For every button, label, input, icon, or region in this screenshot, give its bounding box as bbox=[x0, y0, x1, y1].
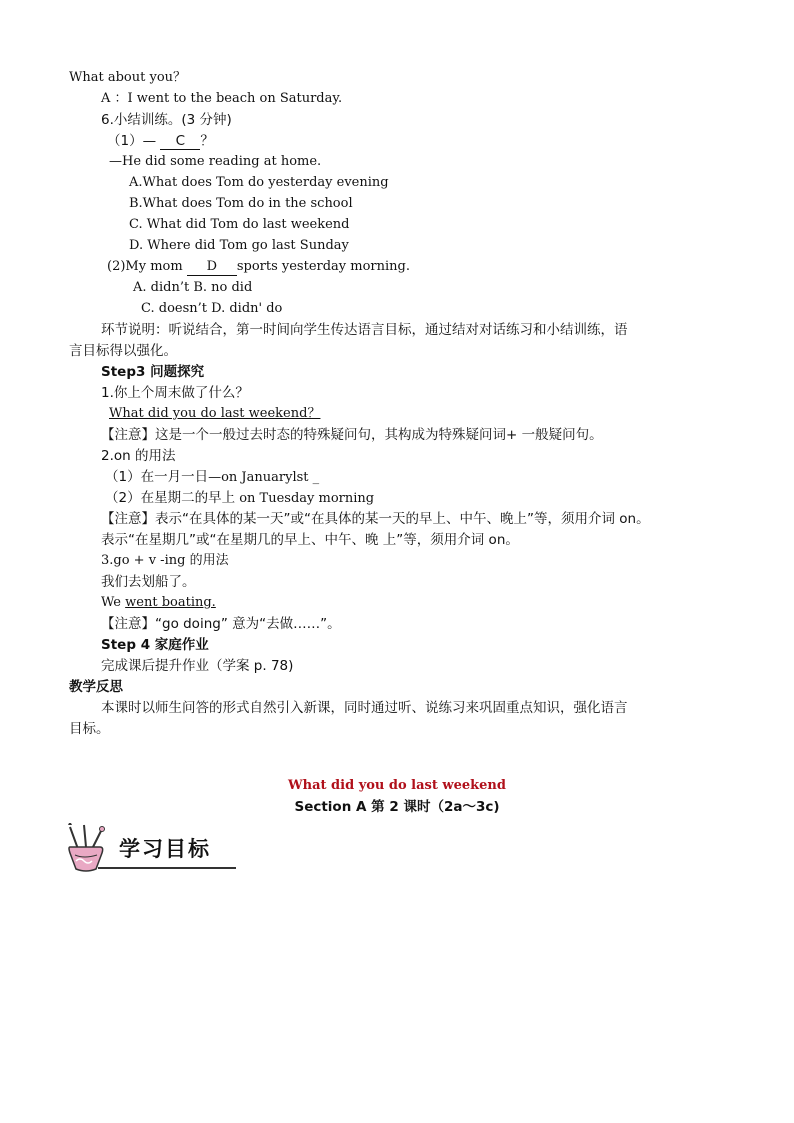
question-1-prefix: （1）— bbox=[107, 133, 161, 149]
item-3-heading: 3.go + v -ing 的用法 bbox=[101, 553, 229, 568]
question-2-answer-blank: D bbox=[187, 259, 237, 276]
step4-heading: Step 4 家庭作业 bbox=[101, 637, 209, 653]
question-2 bbox=[107, 257, 410, 277]
step3-heading: Step3 问题探究 bbox=[101, 364, 205, 380]
learning-objectives-label: 学习目标 bbox=[119, 837, 211, 861]
item-1-note: 【注意】这是一个一般过去时态的特殊疑问句，其构成为特殊疑问词+ 一般疑问句。 bbox=[101, 427, 603, 443]
item-1-english: What did you do last weekend？ bbox=[109, 406, 321, 421]
question-1-response: —He did some reading at home. bbox=[109, 154, 322, 169]
dialogue-question: What about you？ bbox=[69, 70, 187, 85]
section-note-line-1: 环节说明：听说结合，第一时间向学生传达语言目标，通过结对对话练习和小结训练，语 bbox=[101, 322, 628, 338]
item-3-english-underlined: went boating. bbox=[125, 595, 216, 610]
item-2-example-2-chinese: （2）在星期二的早上 bbox=[105, 490, 236, 506]
lesson-subtitle: Section A 第 2 课时（2a～3c) bbox=[294, 799, 500, 815]
reflection-line-2: 目标。 bbox=[69, 721, 110, 737]
item-2-note-line-2: 表示“在星期几”或“在星期几的早上、中午、晚 上”等，须用介词 on。 bbox=[101, 532, 519, 548]
question-1-option-b: B.What does Tom do in the school bbox=[129, 196, 353, 211]
question-2-options-cd: C. doesn’t D. didn' do bbox=[141, 301, 283, 316]
learning-objectives-banner bbox=[64, 823, 238, 873]
question-1 bbox=[107, 131, 214, 151]
question-2-suffix: sports yesterday morning. bbox=[236, 259, 411, 274]
item-1-chinese: 1.你上个周末做了什么？ bbox=[101, 385, 249, 401]
summary-practice-heading: 6.小结训练。(3 分钟) bbox=[101, 112, 232, 128]
reflection-line-1: 本课时以师生问答的形式自然引入新课，同时通过听、说练习来巩固重点知识，强化语言 bbox=[101, 700, 628, 716]
lesson-title: What did you do last weekend bbox=[288, 778, 506, 793]
question-1-option-c: C. What did Tom do last weekend bbox=[129, 217, 350, 232]
item-2-example-1 bbox=[105, 467, 319, 488]
reflection-heading: 教学反思 bbox=[69, 679, 123, 695]
question-1-suffix: ？ bbox=[200, 133, 214, 149]
question-1-option-d: D. Where did Tom go last Sunday bbox=[129, 238, 349, 253]
item-2-example-2 bbox=[105, 488, 374, 509]
item-2-example-2-english: on Tuesday morning bbox=[235, 491, 375, 506]
dialogue-answer: A ：I went to the beach on Saturday. bbox=[101, 91, 343, 106]
item-3-chinese: 我们去划船了。 bbox=[101, 574, 196, 590]
question-1-option-a: A.What does Tom do yesterday evening bbox=[129, 175, 389, 190]
item-2-example-1-english: —on Januarylst _ bbox=[208, 470, 320, 485]
item-3-note: 【注意】“go doing” 意为“去做……”。 bbox=[101, 616, 341, 632]
section-note-line-2: 言目标得以强化。 bbox=[69, 343, 177, 359]
item-3-english bbox=[101, 593, 216, 613]
item-3-english-we: We bbox=[101, 595, 126, 610]
question-2-options-ab: A. didn’t B. no did bbox=[133, 280, 253, 295]
question-2-prefix: (2)My mom bbox=[107, 259, 187, 274]
homework-text: 完成课后提升作业（学案 p. 78) bbox=[101, 658, 294, 674]
question-1-answer-blank: C bbox=[160, 133, 200, 150]
item-2-example-1-chinese: （1）在一月一日 bbox=[105, 469, 209, 485]
item-2-note-line-1: 【注意】表示“在具体的某一天”或“在具体的某一天的早上、中午、晚上”等，须用介词 on。 bbox=[101, 511, 650, 527]
item-2-heading: 2.on 的用法 bbox=[101, 448, 176, 464]
